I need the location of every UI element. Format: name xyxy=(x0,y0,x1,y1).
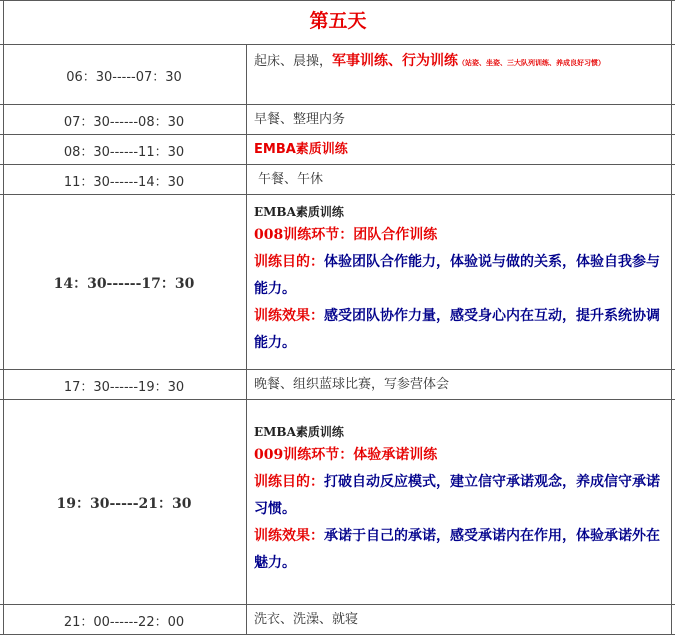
time-cell: 17：30------19：30 xyxy=(63,380,185,395)
goal-text: 体验团队合作能力，体验说与做的关系，体验自我参与能力。 xyxy=(254,254,660,297)
training-section: 009训练环节：体验承诺训练 xyxy=(254,447,438,463)
effect-label: 训练效果： xyxy=(254,308,324,324)
activity-cell: EMBA素质训练 xyxy=(254,142,348,157)
grid-line xyxy=(0,399,675,400)
time-cell: 06：30-----07：30 xyxy=(66,70,182,85)
activity-heading: EMBA素质训练 xyxy=(254,205,344,219)
effect-text: 承诺于自己的承诺，感受承诺内在作用，体验承诺外在魅力。 xyxy=(254,528,660,571)
grid-line xyxy=(0,194,675,195)
time-cell: 19：30-----21：30 xyxy=(56,496,192,512)
activity-cell: 洗衣、洗澡、就寝 xyxy=(254,612,359,627)
grid-line xyxy=(0,134,675,135)
activity-cell xyxy=(254,50,662,74)
grid-line xyxy=(0,104,675,105)
goal-label: 训练目的： xyxy=(254,254,324,270)
time-cell: 07：30------08：30 xyxy=(63,115,185,130)
day-title: 第五天 xyxy=(309,10,367,32)
grid-line xyxy=(246,44,247,635)
grid-line xyxy=(0,634,675,635)
grid-line xyxy=(0,369,675,370)
activity-text: 起床、晨操， xyxy=(254,54,333,69)
effect-text: 感受团队协作力量，感受身心内在互动，提升系统协调能力。 xyxy=(254,308,660,351)
activity-cell: 晚餐、组织蓝球比赛，写参营体会 xyxy=(254,377,450,392)
activity-cell xyxy=(254,422,662,577)
activity-highlight: 军事训练、行为训练 xyxy=(332,53,459,69)
grid-line xyxy=(0,44,675,45)
effect-label: 训练效果： xyxy=(254,528,324,544)
activity-cell xyxy=(254,202,662,357)
training-section: 008训练环节：团队合作训练 xyxy=(254,227,438,243)
time-cell: 08：30------11：30 xyxy=(63,145,185,160)
time-cell: 14：30------17：30 xyxy=(53,276,195,292)
grid-line xyxy=(671,0,672,635)
activity-cell: 午餐、午休 xyxy=(258,172,324,187)
grid-line xyxy=(0,0,675,1)
activity-note: （站姿、坐姿、三大队列训练、养成良好习惯） xyxy=(458,59,606,67)
grid-line xyxy=(3,0,4,635)
goal-label: 训练目的： xyxy=(254,474,324,490)
goal-text: 打破自动反应模式，建立信守承诺观念，养成信守承诺习惯。 xyxy=(254,474,660,517)
time-cell: 11：30------14：30 xyxy=(63,175,185,190)
time-cell: 21：00------22：00 xyxy=(63,615,185,630)
grid-line xyxy=(0,604,675,605)
grid-line xyxy=(0,164,675,165)
activity-heading: EMBA素质训练 xyxy=(254,425,344,439)
activity-cell: 早餐、整理内务 xyxy=(254,112,346,127)
